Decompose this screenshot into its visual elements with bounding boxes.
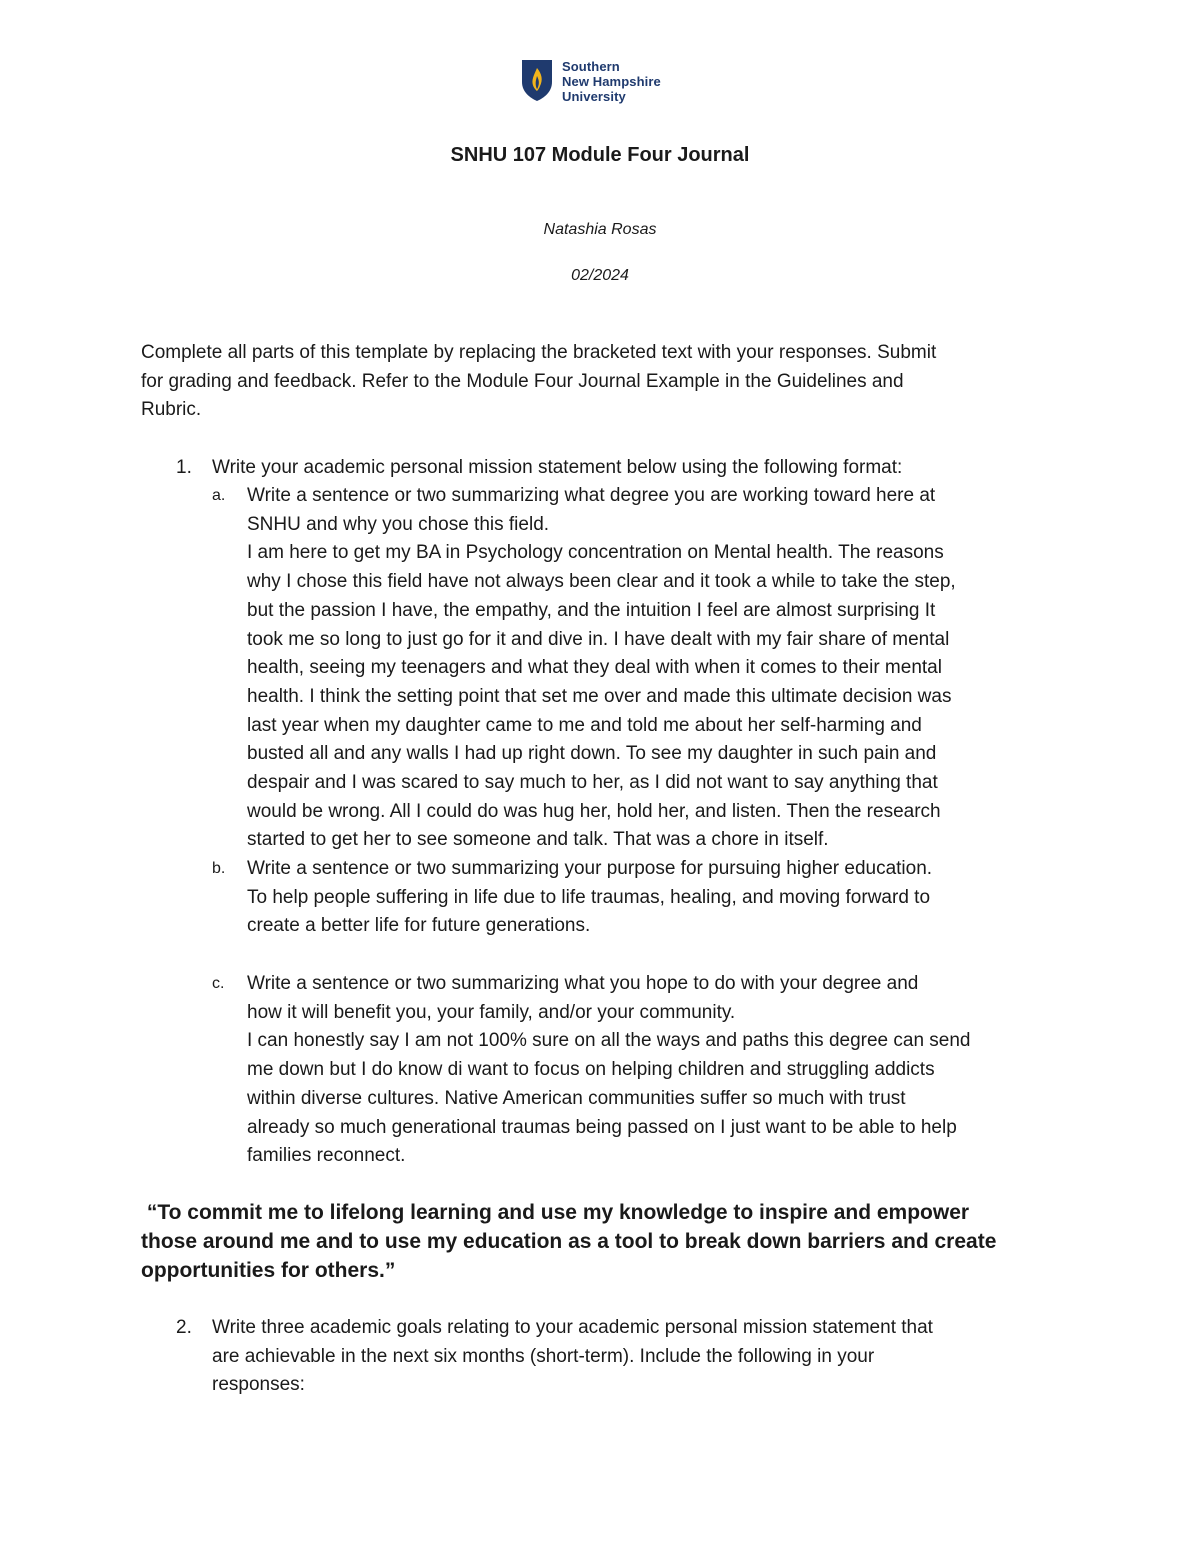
question-prompt (212, 1314, 1112, 1400)
answer-a (247, 482, 1107, 855)
text-line: To help people suffering in life due to life traumas, healing, and moving forward to (247, 886, 931, 908)
text-line: why I chose this field have not always been clear and it took a while to take the step, (247, 571, 956, 593)
text-line: responses: (212, 1374, 305, 1396)
text-line: for grading and feedback. Refer to the Module Four Journal Example in the Guidelines and (141, 370, 904, 392)
text-line: I can honestly say I am not 100% sure on all the ways and paths this degree can send (247, 1030, 971, 1052)
text-line: but the passion I have, the empathy, and the intuition I feel are almost surprising It (247, 599, 936, 621)
mission-statement-quote (141, 1198, 1091, 1285)
text-line: me down but I do know di want to focus on helping children and struggling addicts (247, 1059, 935, 1081)
text-line: started to get her to see someone and talk. That was a chore in itself. (247, 829, 829, 851)
text-line: SNHU and why you chose this field. (247, 513, 550, 535)
text-line: Write a sentence or two summarizing what degree you are working toward here at (247, 485, 936, 506)
university-logo (520, 58, 661, 104)
list-letter: a. (212, 487, 226, 504)
author-name: Natashia Rosas (543, 221, 657, 238)
document-title: SNHU 107 Module Four Journal (450, 144, 750, 166)
text-line: already so much generational traumas being passed on I just want to be able to help (247, 1116, 957, 1138)
text-line: took me so long to just go for it and dive in. I have dealt with my fair share of mental (247, 628, 950, 650)
text-line: I am here to get my BA in Psychology concentration on Mental health. The reasons (247, 542, 944, 564)
logo-line: New Hampshire (562, 74, 661, 89)
shield-flame-icon (520, 58, 554, 102)
text-line: health. I think the setting point that set me over and made this ultimate decision was (247, 685, 952, 707)
text-line: despair and I was scared to say much to her, as I did not want to say anything that (247, 772, 938, 794)
text-line: busted all and any walls I had up right down. To see my daughter in such pain and (247, 743, 937, 765)
text-line: “To commit me to lifelong learning and use my knowledge to inspire and empower (141, 1201, 970, 1224)
text-line: those around me and to use my education as a tool to break down barriers and create (141, 1230, 997, 1253)
logo-line: Southern (562, 59, 620, 74)
text-line: create a better life for future generations. (247, 915, 591, 937)
text-line: families reconnect. (247, 1145, 406, 1167)
list-number: 1. (176, 457, 192, 478)
answer-c (247, 970, 1107, 1171)
list-number: 2. (176, 1317, 192, 1338)
text-line: Write a sentence or two summarizing what you hope to do with your degree and (247, 973, 919, 994)
text-line: are achievable in the next six months (short-term). Include the following in your (212, 1345, 875, 1367)
text-line: last year when my daughter came to me and told me about her self-harming and (247, 714, 922, 736)
answer-b (247, 855, 1107, 941)
text-line: Rubric. (141, 399, 202, 421)
text-line: opportunities for others.” (141, 1259, 396, 1282)
text-line: health, seeing my teenagers and what they deal with when it comes to their mental (247, 657, 942, 679)
document-date: 02/2024 (571, 267, 629, 284)
text-line: within diverse cultures. Native American communities suffer so much with trust (247, 1087, 906, 1109)
list-letter: c. (212, 975, 225, 992)
logo-line: University (562, 89, 626, 104)
instructions-paragraph (141, 339, 1071, 425)
text-line: would be wrong. All I could do was hug her, hold her, and listen. Then the research (247, 800, 941, 822)
logo-wordmark (562, 59, 661, 104)
text-line: Write a sentence or two summarizing your purpose for pursuing higher education. (247, 858, 933, 879)
list-letter: b. (212, 860, 226, 877)
text-line: how it will benefit you, your family, and/or your community. (247, 1001, 736, 1023)
text-line: Write three academic goals relating to your academic personal mission statement that (212, 1317, 933, 1338)
text-line: Complete all parts of this template by replacing the bracketed text with your responses. Submit (141, 342, 937, 363)
question-prompt: Write your academic personal mission statement below using the following format: (212, 457, 903, 478)
